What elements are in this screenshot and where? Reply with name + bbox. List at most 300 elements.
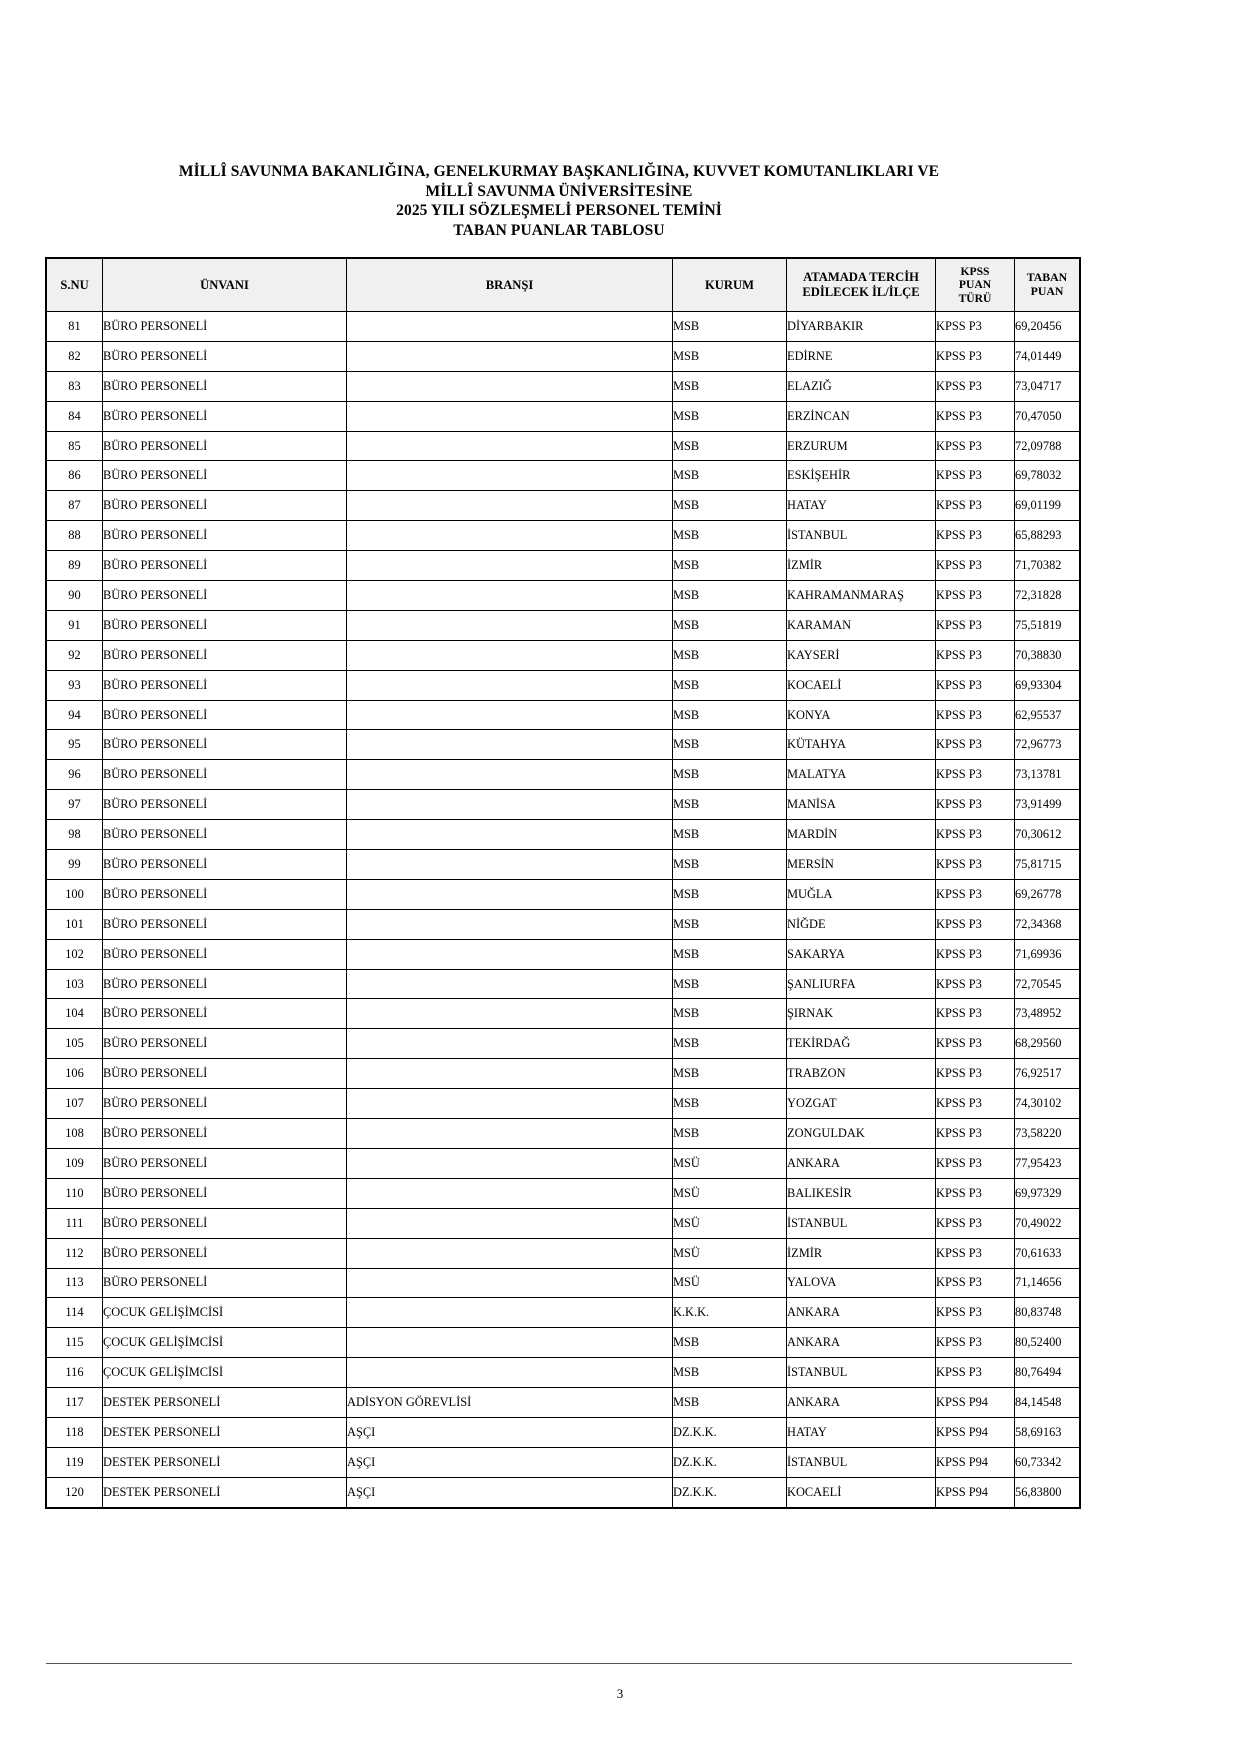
table-body [47,312,1080,1508]
cell-sn: 102 [47,939,103,969]
cell-sn: 89 [47,551,103,581]
cell-kurum: MSÜ [673,1178,787,1208]
cell-sn: 101 [47,909,103,939]
cell-brans [347,700,673,730]
cell-kpss-puan-turu: KPSS P3 [936,640,1015,670]
cell-kpss-puan-turu: KPSS P3 [936,790,1015,820]
cell-kpss-puan-turu: KPSS P3 [936,461,1015,491]
cell-unvan: BÜRO PERSONELİ [103,999,347,1029]
cell-il-ilce: MUĞLA [787,879,936,909]
cell-taban-puan: 69,26778 [1015,879,1080,909]
table-row [47,879,1080,909]
cell-kpss-puan-turu: KPSS P3 [936,939,1015,969]
cell-unvan: BÜRO PERSONELİ [103,1059,347,1089]
cell-brans [347,1148,673,1178]
cell-sn: 82 [47,341,103,371]
cell-unvan: DESTEK PERSONELİ [103,1477,347,1507]
cell-kurum: MSB [673,312,787,342]
cell-kurum: MSB [673,581,787,611]
cell-unvan: BÜRO PERSONELİ [103,1089,347,1119]
cell-brans [347,730,673,760]
cell-brans: AŞÇI [347,1417,673,1447]
cell-il-ilce: ESKİŞEHİR [787,461,936,491]
cell-unvan: BÜRO PERSONELİ [103,461,347,491]
cell-sn: 106 [47,1059,103,1089]
cell-kpss-puan-turu: KPSS P3 [936,521,1015,551]
cell-brans [347,670,673,700]
table-row [47,939,1080,969]
cell-taban-puan: 58,69163 [1015,1417,1080,1447]
cell-il-ilce: TEKİRDAĞ [787,1029,936,1059]
cell-kpss-puan-turu: KPSS P3 [936,909,1015,939]
document-title-block [46,162,1072,240]
cell-il-ilce: ANKARA [787,1388,936,1418]
cell-unvan: BÜRO PERSONELİ [103,1148,347,1178]
table-row [47,1178,1080,1208]
cell-kpss-puan-turu: KPSS P3 [936,1298,1015,1328]
cell-taban-puan: 80,83748 [1015,1298,1080,1328]
cell-kurum: MSB [673,999,787,1029]
cell-brans [347,312,673,342]
column-header-il-ilce: ATAMADA TERCİH EDİLECEK İL/İLÇE [787,259,936,312]
table-header [47,259,1080,312]
cell-taban-puan: 73,48952 [1015,999,1080,1029]
cell-il-ilce: NİĞDE [787,909,936,939]
cell-il-ilce: ERZURUM [787,431,936,461]
cell-unvan: BÜRO PERSONELİ [103,700,347,730]
cell-sn: 85 [47,431,103,461]
cell-kurum: MSB [673,700,787,730]
column-header-brans: BRANŞI [347,259,673,312]
cell-kurum: MSÜ [673,1268,787,1298]
table-row [47,1388,1080,1418]
cell-unvan: BÜRO PERSONELİ [103,341,347,371]
cell-kpss-puan-turu: KPSS P3 [936,1148,1015,1178]
cell-kurum: K.K.K. [673,1298,787,1328]
cell-unvan: DESTEK PERSONELİ [103,1447,347,1477]
cell-kpss-puan-turu: KPSS P3 [936,341,1015,371]
cell-il-ilce: KOCAELİ [787,670,936,700]
cell-taban-puan: 71,69936 [1015,939,1080,969]
cell-brans [347,879,673,909]
table-row [47,1298,1080,1328]
cell-unvan: BÜRO PERSONELİ [103,581,347,611]
cell-kurum: MSB [673,401,787,431]
column-header-taban-puan: TABAN PUAN [1015,259,1080,312]
cell-kurum: DZ.K.K. [673,1447,787,1477]
cell-brans [347,581,673,611]
cell-il-ilce: ERZİNCAN [787,401,936,431]
cell-il-ilce: ZONGULDAK [787,1119,936,1149]
cell-il-ilce: SAKARYA [787,939,936,969]
cell-unvan: ÇOCUK GELİŞİMCİSİ [103,1328,347,1358]
cell-sn: 95 [47,730,103,760]
table-row [47,909,1080,939]
cell-brans: AŞÇI [347,1447,673,1477]
cell-taban-puan: 70,61633 [1015,1238,1080,1268]
cell-unvan: BÜRO PERSONELİ [103,760,347,790]
document-title-line-4: TABAN PUANLAR TABLOSU [453,221,665,239]
cell-kurum: MSB [673,341,787,371]
cell-il-ilce: TRABZON [787,1059,936,1089]
cell-il-ilce: HATAY [787,491,936,521]
cell-kurum: MSÜ [673,1238,787,1268]
cell-kurum: MSB [673,760,787,790]
table-row [47,431,1080,461]
table-row [47,1119,1080,1149]
cell-kpss-puan-turu: KPSS P3 [936,1029,1015,1059]
cell-unvan: BÜRO PERSONELİ [103,401,347,431]
cell-kurum: MSB [673,461,787,491]
cell-kpss-puan-turu: KPSS P3 [936,1238,1015,1268]
cell-taban-puan: 70,30612 [1015,820,1080,850]
cell-brans: AŞÇI [347,1477,673,1507]
cell-brans [347,610,673,640]
cell-unvan: BÜRO PERSONELİ [103,790,347,820]
cell-unvan: BÜRO PERSONELİ [103,969,347,999]
cell-kpss-puan-turu: KPSS P3 [936,760,1015,790]
cell-unvan: BÜRO PERSONELİ [103,879,347,909]
cell-il-ilce: ANKARA [787,1328,936,1358]
column-header-sn: S.NU [47,259,103,312]
table-row [47,1208,1080,1238]
cell-kurum: MSB [673,1328,787,1358]
cell-kpss-puan-turu: KPSS P94 [936,1388,1015,1418]
table-row [47,640,1080,670]
table-row [47,1358,1080,1388]
table-row [47,820,1080,850]
cell-kurum: MSB [673,820,787,850]
table-row [47,401,1080,431]
cell-kurum: MSB [673,1089,787,1119]
cell-taban-puan: 70,38830 [1015,640,1080,670]
cell-il-ilce: KONYA [787,700,936,730]
cell-sn: 115 [47,1328,103,1358]
cell-taban-puan: 69,20456 [1015,312,1080,342]
table-row [47,581,1080,611]
column-header-unvan: ÜNVANI [103,259,347,312]
cell-taban-puan: 72,96773 [1015,730,1080,760]
cell-sn: 96 [47,760,103,790]
table-row [47,1238,1080,1268]
cell-sn: 120 [47,1477,103,1507]
taban-puanlar-table-wrapper [46,258,1072,1508]
cell-sn: 104 [47,999,103,1029]
cell-brans [347,790,673,820]
cell-kurum: MSB [673,551,787,581]
cell-il-ilce: EDİRNE [787,341,936,371]
cell-sn: 109 [47,1148,103,1178]
cell-kpss-puan-turu: KPSS P3 [936,969,1015,999]
cell-sn: 108 [47,1119,103,1149]
cell-il-ilce: MALATYA [787,760,936,790]
cell-il-ilce: KAYSERİ [787,640,936,670]
cell-kpss-puan-turu: KPSS P3 [936,1208,1015,1238]
cell-unvan: DESTEK PERSONELİ [103,1388,347,1418]
cell-il-ilce: DİYARBAKIR [787,312,936,342]
cell-il-ilce: İSTANBUL [787,1447,936,1477]
cell-kpss-puan-turu: KPSS P3 [936,1178,1015,1208]
cell-taban-puan: 70,47050 [1015,401,1080,431]
cell-unvan: BÜRO PERSONELİ [103,371,347,401]
document-title-line-3: 2025 YILI SÖZLEŞMELİ PERSONEL TEMİNİ [396,202,722,220]
cell-brans [347,1298,673,1328]
cell-brans [347,401,673,431]
table-row [47,1328,1080,1358]
cell-kpss-puan-turu: KPSS P3 [936,371,1015,401]
cell-il-ilce: ŞANLIURFA [787,969,936,999]
column-header-kpss-puan-turu: KPSS PUAN TÜRÜ [936,259,1015,312]
cell-sn: 103 [47,969,103,999]
cell-kpss-puan-turu: KPSS P3 [936,879,1015,909]
cell-sn: 111 [47,1208,103,1238]
cell-taban-puan: 56,83800 [1015,1477,1080,1507]
cell-brans [347,1178,673,1208]
cell-brans [347,521,673,551]
cell-taban-puan: 75,81715 [1015,850,1080,880]
cell-taban-puan: 73,91499 [1015,790,1080,820]
table-row [47,999,1080,1029]
cell-taban-puan: 71,70382 [1015,551,1080,581]
cell-sn: 107 [47,1089,103,1119]
cell-kurum: MSB [673,1029,787,1059]
document-title-line-1: MİLLÎ SAVUNMA BAKANLIĞINA, GENELKURMAY BAŞKANLIĞINA, KUVVET KOMUTANLIKLARI VE [178,163,940,180]
cell-brans [347,760,673,790]
cell-brans [347,1238,673,1268]
cell-taban-puan: 69,93304 [1015,670,1080,700]
cell-unvan: BÜRO PERSONELİ [103,909,347,939]
cell-sn: 105 [47,1029,103,1059]
cell-sn: 118 [47,1417,103,1447]
cell-unvan: BÜRO PERSONELİ [103,640,347,670]
cell-taban-puan: 69,97329 [1015,1178,1080,1208]
cell-il-ilce: ŞIRNAK [787,999,936,1029]
cell-sn: 84 [47,401,103,431]
page-number: 3 [616,1686,624,1701]
cell-kurum: MSB [673,1358,787,1388]
cell-sn: 90 [47,581,103,611]
cell-sn: 119 [47,1447,103,1477]
cell-sn: 94 [47,700,103,730]
cell-unvan: BÜRO PERSONELİ [103,551,347,581]
table-row [47,521,1080,551]
table-row [47,491,1080,521]
cell-il-ilce: İZMİR [787,1238,936,1268]
cell-taban-puan: 80,76494 [1015,1358,1080,1388]
cell-sn: 83 [47,371,103,401]
cell-kpss-puan-turu: KPSS P3 [936,431,1015,461]
cell-unvan: DESTEK PERSONELİ [103,1417,347,1447]
cell-sn: 114 [47,1298,103,1328]
cell-kurum: MSB [673,640,787,670]
cell-sn: 98 [47,820,103,850]
cell-unvan: BÜRO PERSONELİ [103,1208,347,1238]
table-row [47,1268,1080,1298]
cell-il-ilce: İZMİR [787,551,936,581]
cell-kurum: MSB [673,969,787,999]
cell-taban-puan: 62,95537 [1015,700,1080,730]
cell-kurum: MSB [673,909,787,939]
cell-taban-puan: 75,51819 [1015,610,1080,640]
cell-unvan: BÜRO PERSONELİ [103,939,347,969]
cell-unvan: ÇOCUK GELİŞİMCİSİ [103,1358,347,1388]
cell-sn: 93 [47,670,103,700]
cell-taban-puan: 74,30102 [1015,1089,1080,1119]
cell-kurum: MSB [673,850,787,880]
cell-taban-puan: 72,09788 [1015,431,1080,461]
footer-divider [46,1663,1072,1664]
cell-brans [347,1328,673,1358]
cell-kurum: MSB [673,521,787,551]
cell-kurum: MSB [673,730,787,760]
table-row [47,1477,1080,1507]
cell-sn: 100 [47,879,103,909]
cell-sn: 97 [47,790,103,820]
cell-kpss-puan-turu: KPSS P3 [936,670,1015,700]
cell-kpss-puan-turu: KPSS P3 [936,312,1015,342]
cell-taban-puan: 84,14548 [1015,1388,1080,1418]
cell-brans [347,909,673,939]
cell-kurum: DZ.K.K. [673,1477,787,1507]
cell-il-ilce: KAHRAMANMARAŞ [787,581,936,611]
table-row [47,790,1080,820]
cell-brans [347,1089,673,1119]
table-row [47,312,1080,342]
table-row [47,1447,1080,1477]
table-row [47,610,1080,640]
cell-brans [347,461,673,491]
table-row [47,341,1080,371]
cell-brans [347,371,673,401]
cell-sn: 81 [47,312,103,342]
column-header-kurum: KURUM [673,259,787,312]
cell-kpss-puan-turu: KPSS P3 [936,551,1015,581]
cell-taban-puan: 72,34368 [1015,909,1080,939]
cell-kurum: MSB [673,1059,787,1089]
cell-kurum: MSB [673,610,787,640]
cell-unvan: BÜRO PERSONELİ [103,610,347,640]
cell-taban-puan: 73,04717 [1015,371,1080,401]
cell-il-ilce: KÜTAHYA [787,730,936,760]
cell-il-ilce: BALIKESİR [787,1178,936,1208]
table-row [47,730,1080,760]
cell-kpss-puan-turu: KPSS P3 [936,491,1015,521]
cell-taban-puan: 72,31828 [1015,581,1080,611]
cell-brans [347,969,673,999]
table-row [47,700,1080,730]
taban-puanlar-table [46,258,1080,1508]
cell-il-ilce: MANİSA [787,790,936,820]
cell-sn: 88 [47,521,103,551]
cell-unvan: BÜRO PERSONELİ [103,850,347,880]
cell-unvan: BÜRO PERSONELİ [103,1029,347,1059]
cell-unvan: BÜRO PERSONELİ [103,431,347,461]
table-row [47,670,1080,700]
table-row [47,461,1080,491]
cell-il-ilce: İSTANBUL [787,1358,936,1388]
table-row [47,1029,1080,1059]
cell-taban-puan: 69,78032 [1015,461,1080,491]
cell-brans [347,491,673,521]
cell-il-ilce: KOCAELİ [787,1477,936,1507]
cell-kurum: MSB [673,879,787,909]
table-row [47,1148,1080,1178]
cell-il-ilce: HATAY [787,1417,936,1447]
cell-brans [347,999,673,1029]
cell-brans [347,341,673,371]
cell-sn: 116 [47,1358,103,1388]
cell-kurum: MSÜ [673,1148,787,1178]
cell-kpss-puan-turu: KPSS P3 [936,1268,1015,1298]
cell-unvan: BÜRO PERSONELİ [103,820,347,850]
table-row [47,1417,1080,1447]
cell-unvan: BÜRO PERSONELİ [103,1178,347,1208]
cell-il-ilce: ELAZIĞ [787,371,936,401]
cell-brans [347,1119,673,1149]
cell-taban-puan: 71,14656 [1015,1268,1080,1298]
cell-brans [347,1268,673,1298]
cell-il-ilce: MERSİN [787,850,936,880]
cell-kurum: MSB [673,1388,787,1418]
cell-kpss-puan-turu: KPSS P3 [936,1328,1015,1358]
cell-taban-puan: 73,58220 [1015,1119,1080,1149]
cell-brans [347,1358,673,1388]
cell-sn: 112 [47,1238,103,1268]
cell-kpss-puan-turu: KPSS P3 [936,850,1015,880]
cell-taban-puan: 80,52400 [1015,1328,1080,1358]
cell-kurum: MSB [673,431,787,461]
cell-il-ilce: İSTANBUL [787,1208,936,1238]
cell-il-ilce: YALOVA [787,1268,936,1298]
cell-il-ilce: ANKARA [787,1148,936,1178]
cell-taban-puan: 77,95423 [1015,1148,1080,1178]
cell-unvan: BÜRO PERSONELİ [103,1238,347,1268]
table-header-row [47,259,1080,312]
cell-kurum: DZ.K.K. [673,1417,787,1447]
cell-taban-puan: 65,88293 [1015,521,1080,551]
cell-kpss-puan-turu: KPSS P3 [936,820,1015,850]
cell-kurum: MSB [673,1119,787,1149]
cell-brans [347,1029,673,1059]
cell-unvan: BÜRO PERSONELİ [103,1119,347,1149]
cell-kurum: MSB [673,491,787,521]
table-row [47,551,1080,581]
cell-sn: 91 [47,610,103,640]
cell-brans [347,640,673,670]
cell-brans [347,551,673,581]
cell-unvan: BÜRO PERSONELİ [103,521,347,551]
cell-brans [347,1208,673,1238]
cell-sn: 99 [47,850,103,880]
cell-kpss-puan-turu: KPSS P3 [936,401,1015,431]
cell-brans [347,939,673,969]
cell-kpss-puan-turu: KPSS P3 [936,1119,1015,1149]
table-row [47,760,1080,790]
cell-kurum: MSB [673,790,787,820]
cell-kpss-puan-turu: KPSS P3 [936,610,1015,640]
cell-taban-puan: 68,29560 [1015,1029,1080,1059]
cell-kpss-puan-turu: KPSS P3 [936,1089,1015,1119]
cell-brans [347,820,673,850]
cell-taban-puan: 76,92517 [1015,1059,1080,1089]
table-row [47,1059,1080,1089]
cell-unvan: ÇOCUK GELİŞİMCİSİ [103,1298,347,1328]
cell-sn: 110 [47,1178,103,1208]
cell-brans [347,850,673,880]
cell-kurum: MSB [673,939,787,969]
cell-il-ilce: KARAMAN [787,610,936,640]
cell-taban-puan: 70,49022 [1015,1208,1080,1238]
